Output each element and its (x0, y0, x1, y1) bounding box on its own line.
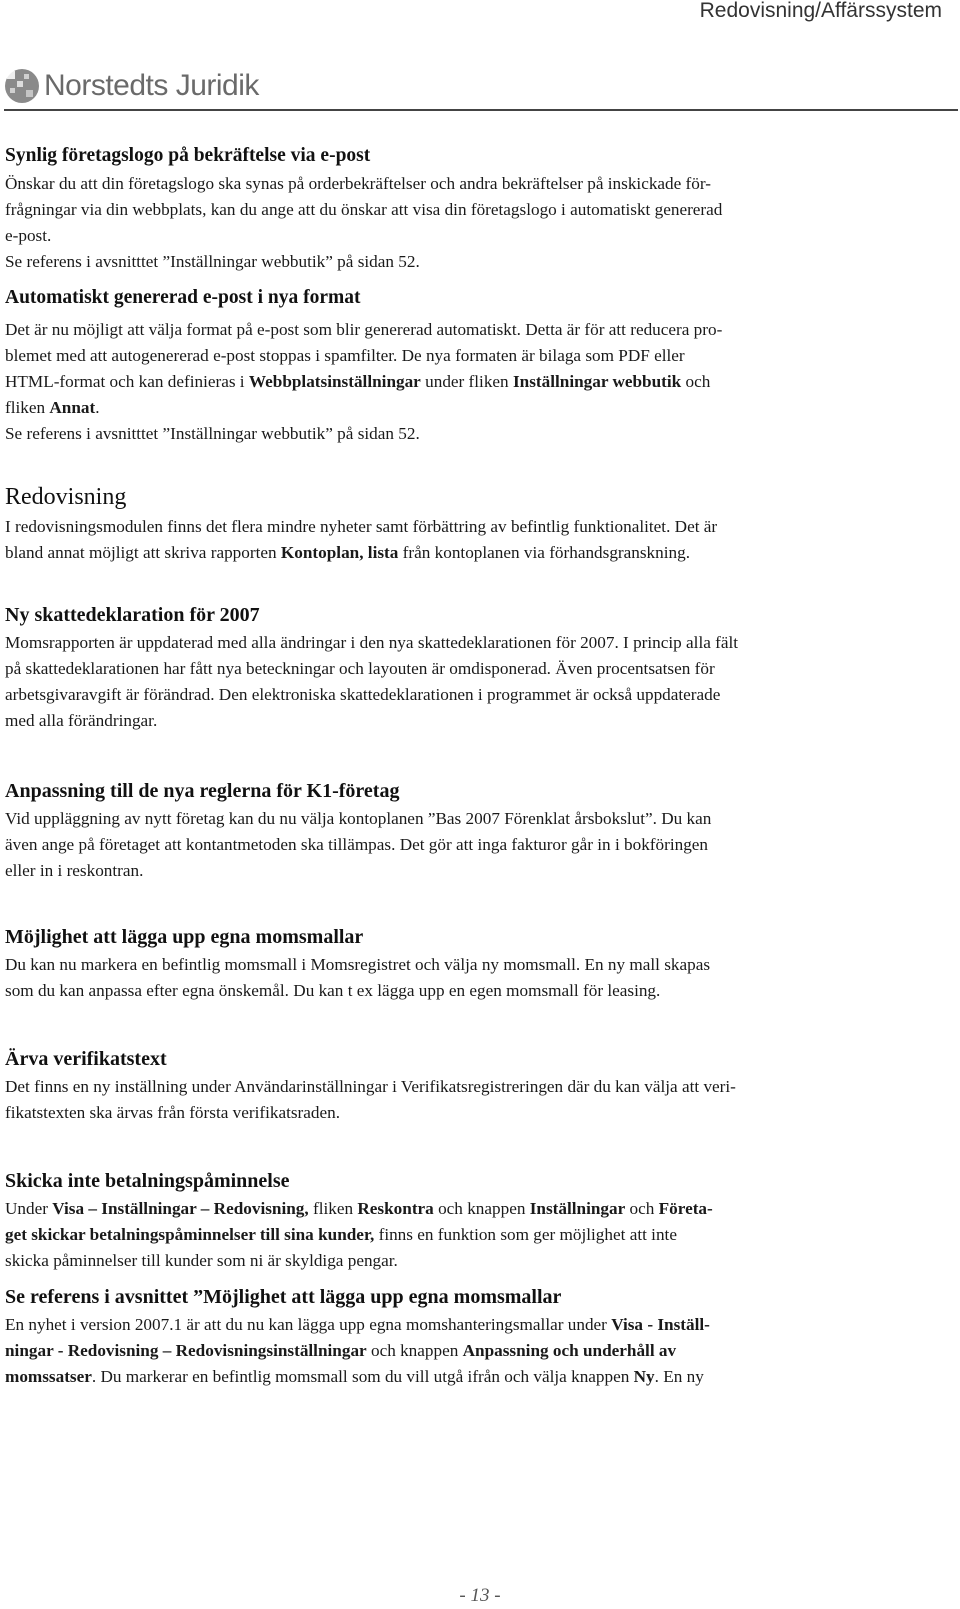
paragraph-line: med alla förändringar. (5, 711, 158, 730)
document-title: Redovisning/Affärssystem (699, 0, 942, 22)
paragraph-line: ningar - Redovisning – Redovisningsinställningar och knappen Anpassning och underhåll av (5, 1341, 677, 1360)
section-heading: Redovisning (5, 484, 127, 510)
paragraph-line: även ange på företaget att kontantmetoden ska tillämpas. Det gör att inga fakturor går in i bokföringen (5, 835, 709, 854)
ui-term: Visa – Inställningar – Redovisning, (52, 1199, 309, 1218)
ui-term: Webbplatsinställningar (248, 372, 421, 391)
paragraph-line: skicka påminnelser till kunder som ni är skyldiga pengar. (5, 1251, 398, 1270)
paragraph-line: momssatser. Du markerar en befintlig momsmall som du vill utgå ifrån och välja knappen Ny. En ny (5, 1367, 704, 1386)
section-heading: Anpassning till de nya reglerna för K1-företag (5, 780, 400, 802)
ui-term: Kontoplan, lista (280, 543, 399, 562)
paragraph-line: Det är nu möjligt att välja format på e-post som blir genererad automatiskt. Detta är för att reducera pro- (5, 320, 723, 339)
norstedts-logo-icon (2, 66, 42, 106)
paragraph-line: HTML-format och kan definieras i Webbplatsinställningar under fliken Inställningar webbutik och (5, 372, 711, 391)
ui-term: Visa - Inställ- (611, 1315, 710, 1334)
paragraph-line: e-post. (5, 226, 52, 245)
paragraph-line: som du kan anpassa efter egna önskemål. Du kan t ex lägga upp en egen momsmall för leasing. (5, 981, 661, 1000)
paragraph-line: Momsrapporten är uppdaterad med alla ändringar i den nya skattedeklarationen för 2007. I princip alla fält (5, 633, 739, 652)
paragraph-line: get skickar betalningspåminnelser till sina kunder, finns en funktion som ger möjlighet att inte (5, 1225, 677, 1244)
paragraph-line: Du kan nu markera en befintlig momsmall i Momsregistret och välja ny momsmall. En ny mall skapas (5, 955, 711, 974)
paragraph-line: En nyhet i version 2007.1 är att du nu kan lägga upp egna momshanteringsmallar under Visa - Inställ- (5, 1315, 710, 1334)
section-heading: Se referens i avsnittet ”Möjlighet att lägga upp egna momsmallar (5, 1286, 562, 1308)
paragraph-line: bland annat möjligt att skriva rapporten Kontoplan, lista från kontoplanen via förhandsgranskning. (5, 543, 691, 562)
paragraph-line: Under Visa – Inställningar – Redovisning, fliken Reskontra och knappen Inställningar och Företa- (5, 1199, 713, 1218)
paragraph-line: eller in i reskontran. (5, 861, 144, 880)
header-divider (4, 109, 958, 111)
document-body (5, 141, 940, 1390)
paragraph-line: Det finns en ny inställning under Användarinställningar i Verifikatsregistreringen där du kan välja att veri- (5, 1077, 736, 1096)
paragraph-line: blemet med att autogenererad e-post stoppas i spamfilter. De nya formaten är bilaga som PDF eller (5, 346, 685, 365)
ui-term: momssatser (5, 1367, 92, 1386)
paragraph-line: fliken Annat. (5, 398, 100, 417)
paragraph-line: Se referens i avsnitttet ”Inställningar webbutik” på sidan 52. (5, 252, 420, 271)
ui-term: get skickar betalningspåminnelser till sina kunder, (5, 1225, 375, 1244)
section-heading: Ärva verifikatstext (5, 1048, 167, 1070)
page-number: - 13 - (459, 1585, 501, 1606)
section-heading: Skicka inte betalningspåminnelse (5, 1170, 290, 1192)
paragraph-line: fikatstexten ska ärvas från första verifikatsraden. (5, 1103, 341, 1122)
section-heading: Automatiskt genererad e-post i nya format (5, 287, 361, 308)
ui-term: ningar - Redovisning – Redovisningsinställningar (5, 1341, 367, 1360)
paragraph-line: frågningar via din webbplats, kan du ange att du önskar att visa din företagslogo i automatiskt genererad (5, 200, 723, 219)
section-heading: Synlig företagslogo på bekräftelse via e-post (5, 145, 371, 166)
section-heading: Möjlighet att lägga upp egna momsmallar (5, 926, 364, 948)
ui-term: Ny (633, 1367, 655, 1386)
publisher-logo (2, 64, 259, 108)
ui-term: Inställningar webbutik (512, 372, 682, 391)
ui-term: Annat (49, 398, 96, 417)
ui-term: Anpassning och underhåll av (462, 1341, 677, 1360)
paragraph-line: arbetsgivaravgift är förändrad. Den elektroniska skattedeklarationen i programmet är också uppdaterade (5, 685, 721, 704)
paragraph-line: I redovisningsmodulen finns det flera mindre nyheter samt förbättring av befintlig funktionalitet. Det är (5, 517, 718, 536)
section-heading: Ny skattedeklaration för 2007 (5, 604, 260, 626)
paragraph-line: Vid uppläggning av nytt företag kan du nu välja kontoplanen ”Bas 2007 Förenklat årsbokslut”. Du kan (5, 809, 712, 828)
logo-text: Norstedts Juridik (44, 69, 259, 102)
paragraph-line: Se referens i avsnitttet ”Inställningar webbutik” på sidan 52. (5, 424, 420, 443)
paragraph-line: Önskar du att din företagslogo ska synas på orderbekräftelser och andra bekräftelser på inskickade för- (5, 174, 711, 193)
ui-term: Reskontra (357, 1199, 434, 1218)
paragraph-line: på skattedeklarationen har fått nya beteckningar och layouten är omdisponerad. Även procentsatsen för (5, 659, 715, 678)
ui-term: Företa- (658, 1199, 713, 1218)
ui-term: Inställningar (529, 1199, 626, 1218)
